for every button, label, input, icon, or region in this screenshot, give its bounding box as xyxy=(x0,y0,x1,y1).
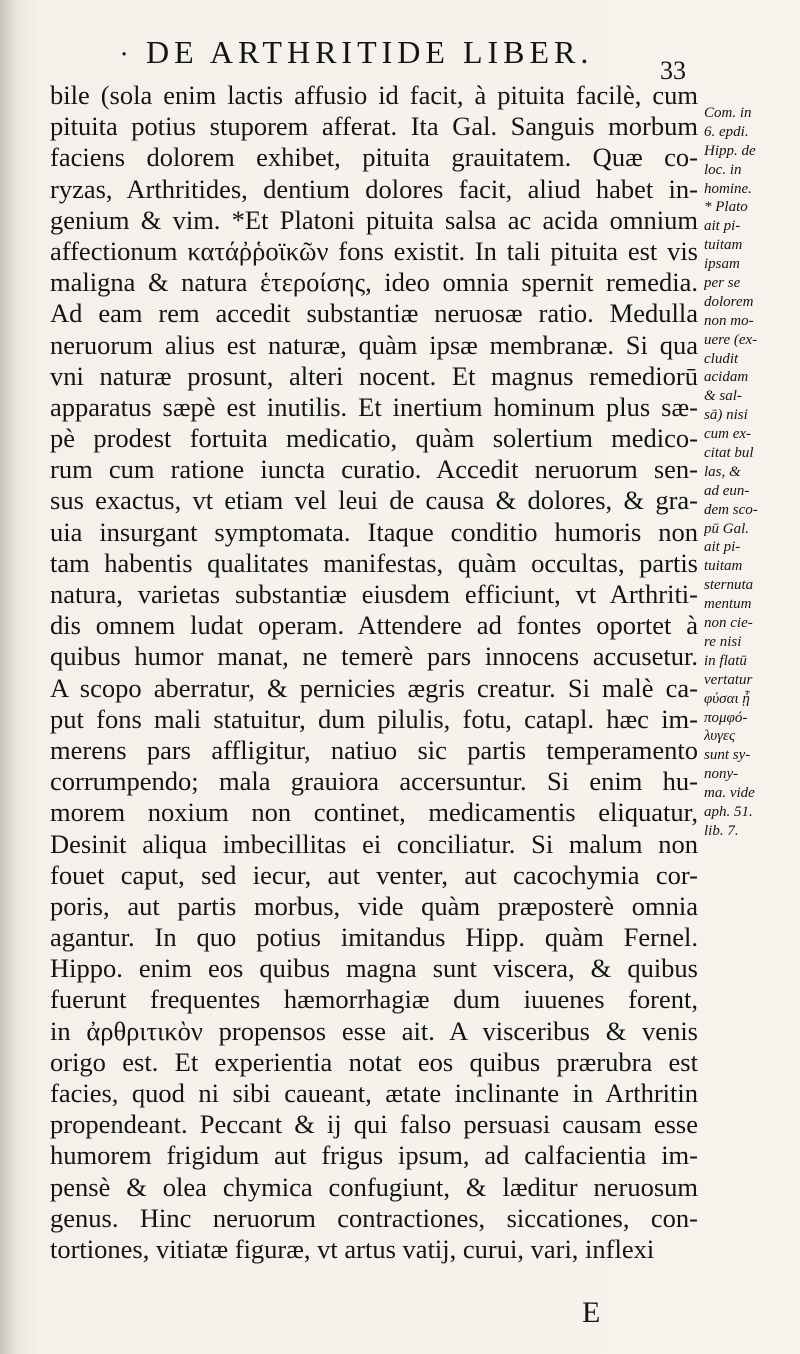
margin-note-line: & sal- xyxy=(704,388,742,405)
text-line: corrumpendo; mala grauiora accersuntur. Si enim hu- xyxy=(50,766,698,797)
margin-note-line: uere (ex- xyxy=(704,331,758,348)
margin-note-line: citat bul xyxy=(704,445,754,462)
margin-note-line: ad eun- xyxy=(704,482,750,499)
text-line: morem noxium non continet, medicamentis eliquatur, xyxy=(50,797,698,828)
margin-note-line: φύσαι ᾗ xyxy=(704,690,750,707)
margin-note-line: λυγες xyxy=(704,728,736,745)
text-line: fouet caput, sed iecur, aut venter, aut cacochymia cor- xyxy=(50,859,698,890)
text-line: pè prodest fortuita medicatio, quàm solertium medico- xyxy=(50,423,698,454)
margin-note-line: vertatur xyxy=(704,671,753,688)
margin-note-line: cum ex- xyxy=(704,426,752,443)
margin-note-line: tuitam xyxy=(704,237,743,254)
margin-note-line: tuitam xyxy=(704,558,743,575)
margin-note-line: * Plato xyxy=(704,199,748,216)
margin-note-line: sā) nisi xyxy=(704,407,748,424)
text-line: maligna & natura ἑτεροίσης, ideo omnia spernit remedia. xyxy=(50,267,698,298)
text-line: affectionum κατάῤῥοϊκῶν fons existit. In tali pituita est vis xyxy=(50,235,698,266)
page-header xyxy=(0,34,800,85)
text-line: bile (sola enim lactis affusio id facit, à pituita facilè, cum xyxy=(50,80,698,110)
main-text-column xyxy=(50,80,698,1265)
text-line: neruorum alius est naturæ, quàm ipsæ membranæ. Si qua xyxy=(50,329,698,360)
text-line: faciens dolorem exhibet, pituita grauitatem. Quæ co- xyxy=(50,142,698,173)
page-number: 33 xyxy=(660,56,686,85)
text-line: in ἀρθριτικὸν propensos esse ait. A visceribus & venis xyxy=(50,1015,698,1046)
margin-note-line: non cie- xyxy=(704,615,753,632)
text-line: Desinit aliqua imbecillitas ei conciliatur. Si malum non xyxy=(50,828,698,859)
text-line: poris, aut partis morbus, vide quàm præposterè omnia xyxy=(50,890,698,921)
margin-note-line: sternuta xyxy=(704,577,754,594)
text-line: pensè & olea chymica confugiunt, & læditur neruosum xyxy=(50,1171,698,1202)
text-line: rum cum ratione iuncta curatio. Accedit neruorum sen- xyxy=(50,454,698,485)
text-line: sus exactus, vt etiam vel leui de causa & dolores, & gra- xyxy=(50,485,698,516)
margin-note-line: in flatū xyxy=(704,652,747,669)
text-line: Hippo. enim eos quibus magna sunt viscera, & quibus xyxy=(50,953,698,984)
margin-note-line: pū Gal. xyxy=(704,520,749,537)
text-line: ryzas, Arthritides, dentium dolores facit, aliud habet in- xyxy=(50,173,698,204)
header-ornament-dot: · xyxy=(120,40,129,70)
margin-note-line: 6. epdi. xyxy=(704,123,749,140)
text-line: vni naturæ prosunt, alteri nocent. Et magnus remediorū xyxy=(50,360,698,391)
margin-note-line: ait pi- xyxy=(704,539,741,556)
margin-note-line: non mo- xyxy=(704,312,754,329)
text-line: A scopo aberratur, & pernicies ægris creatur. Si malè ca- xyxy=(50,672,698,703)
text-line: natura, varietas substantiæ eiusdem efficiunt, vt Arthriti- xyxy=(50,579,698,609)
text-line: put fons mali statuitur, dum pilulis, fotu, catapl. hæc im- xyxy=(50,703,698,734)
text-line: genium & vim. *Et Platoni pituita salsa ac acida omnium xyxy=(50,204,698,235)
margin-note-line: homine. xyxy=(704,180,752,197)
margin-note-line: ma. vide xyxy=(704,785,755,802)
margin-note-line: Com. in xyxy=(704,105,752,121)
text-line: origo est. Et experientia notat eos quibus prærubra est xyxy=(50,1046,698,1077)
margin-note-line: πομφό- xyxy=(704,709,748,726)
margin-note-line: dem sco- xyxy=(704,501,758,518)
margin-notes-column xyxy=(704,104,796,841)
margin-note-line: per se xyxy=(704,275,741,292)
margin-note-line: loc. in xyxy=(704,161,742,178)
margin-note-line: sunt sy- xyxy=(704,747,751,764)
text-line: propendeant. Peccant & ij qui falso persuasi causam esse xyxy=(50,1109,698,1140)
margin-note-line: dolorem xyxy=(704,293,754,310)
text-line: fuerunt frequentes hæmorrhagiæ dum iuuenes forent, xyxy=(50,984,698,1015)
text-line: agantur. In quo potius imitandus Hipp. quàm Fernel. xyxy=(50,922,698,953)
margin-note-line: las, & xyxy=(704,463,741,480)
text-line: tam habentis qualitates manifestas, quàm occultas, partis xyxy=(50,547,698,578)
margin-note-line: acidam xyxy=(704,369,749,386)
text-line: facies, quod ni sibi caueant, ætate inclinante in Arthritin xyxy=(50,1078,698,1108)
text-line: uia insurgant symptomata. Itaque conditio humoris non xyxy=(50,516,698,547)
margin-note-line: nony- xyxy=(704,766,739,783)
text-line: merens pars affligitur, natiuo sic partis temperamento xyxy=(50,734,698,765)
text-line: genus. Hinc neruorum contractiones, siccationes, con- xyxy=(50,1202,698,1233)
text-line: apparatus sæpè est inutilis. Et inertium hominum plus sæ- xyxy=(50,391,698,422)
margin-note-line: re nisi xyxy=(704,633,742,650)
signature-mark: E xyxy=(582,1296,601,1329)
margin-note-line: Hipp. de xyxy=(704,142,756,159)
margin-note-line: aph. 51. xyxy=(704,803,753,820)
margin-note-line: cludit xyxy=(704,350,739,367)
text-line: dis omnem ludat operam. Attendere ad fontes oportet à xyxy=(50,610,698,641)
margin-note-line: ait pi- xyxy=(704,218,741,235)
text-line: humorem frigidum aut frigus ipsum, ad calfacientia im- xyxy=(50,1140,698,1171)
margin-note-line: ipsam xyxy=(704,256,740,273)
text-line: tortiones, vitiatæ figuræ, vt artus vatij, curui, vari, inflexi xyxy=(50,1233,655,1264)
margin-note-line: lib. 7. xyxy=(704,822,739,839)
running-title: DE ARTHRITIDE LIBER. xyxy=(146,34,594,70)
margin-note-line: mentum xyxy=(704,596,752,613)
text-line: quibus humor manat, ne temerè pars innocens accusetur. xyxy=(50,641,698,672)
text-line: pituita potius stuporem afferat. Ita Gal. Sanguis morbum xyxy=(50,111,698,142)
text-line: Ad eam rem accedit substantiæ neruosæ ratio. Medulla xyxy=(50,298,698,329)
